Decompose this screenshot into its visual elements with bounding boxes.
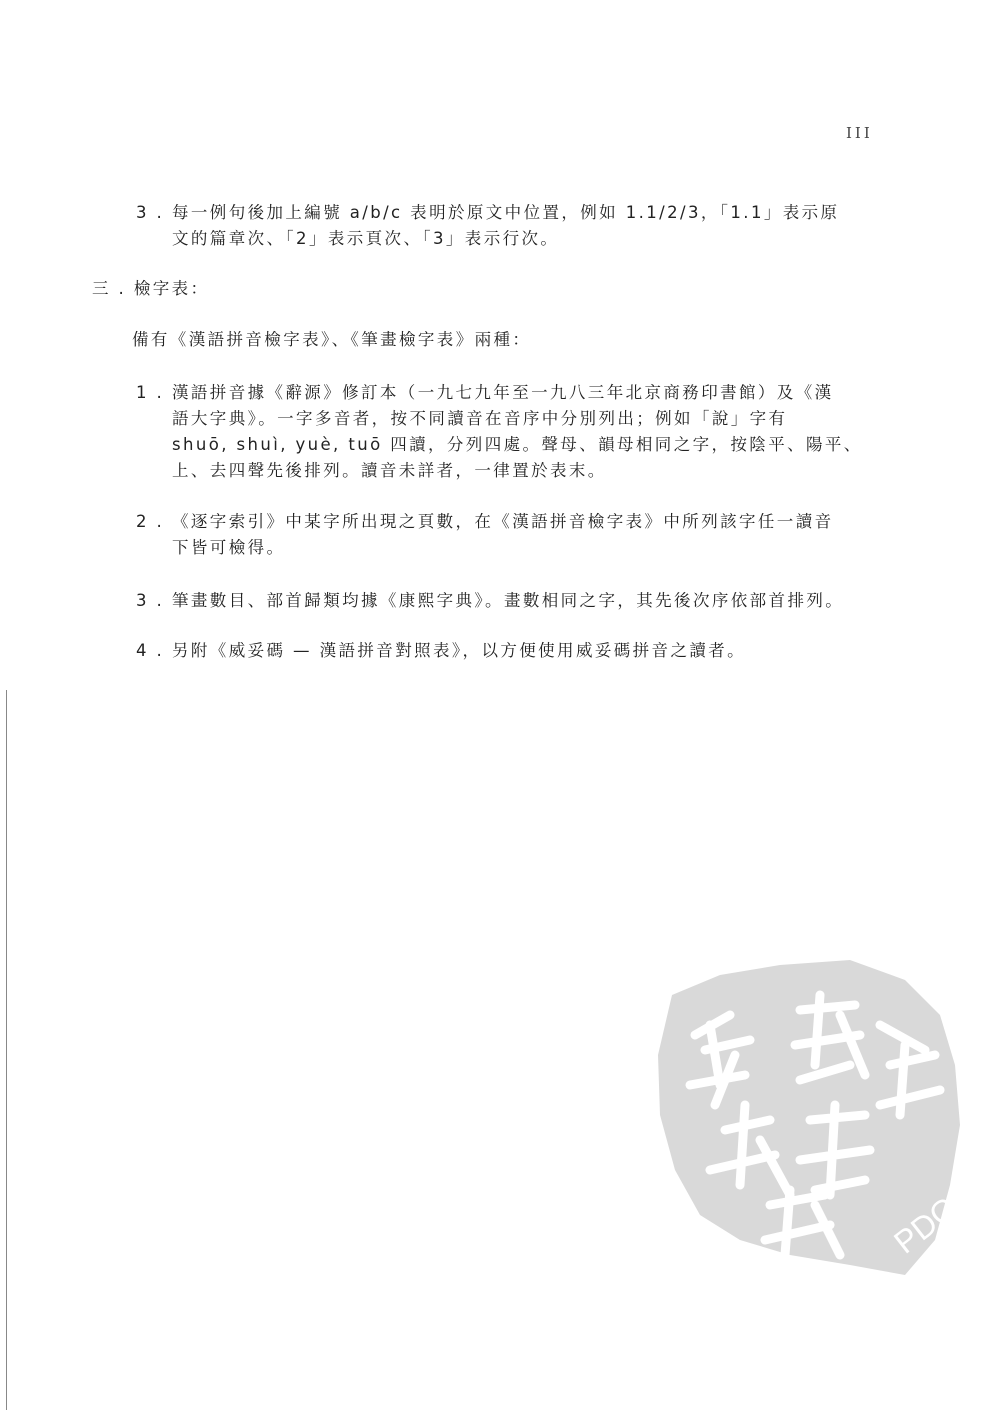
watermark-text: PDG <box>887 1189 964 1261</box>
item-text-line: 《逐字索引》中某字所出現之頁數，在《漢語拼音檢字表》中所列該字任一讀音 <box>172 512 834 531</box>
item-number: 3 . <box>136 203 165 222</box>
item-text-line: 下皆可檢得。 <box>172 538 286 557</box>
list-item-wade-giles <box>136 638 896 664</box>
item-text-line: 上、去四聲先後排列。讀音未詳者，一律置於表末。 <box>172 461 607 480</box>
seal-stamp-watermark <box>650 955 970 1280</box>
page-number: III <box>846 124 873 142</box>
item-number: 3 . <box>136 591 165 610</box>
list-item-pinyin <box>136 380 896 484</box>
item-text-line: 另附《威妥碼 — 漢語拼音對照表》，以方便使用威妥碼拼音之讀者。 <box>172 641 747 660</box>
item-text-line: 文的篇章次、「2」表示頁次、「3」表示行次。 <box>172 229 560 248</box>
section-intro: 備有《漢語拼音檢字表》、《筆畫檢字表》兩種： <box>132 330 532 349</box>
list-item-stroke-count <box>136 588 896 614</box>
page-edge-line <box>6 690 7 1410</box>
section-heading: 三 . 檢字表： <box>92 279 210 298</box>
item-text-line: 漢語拼音據《辭源》修訂本（一九七九年至一九八三年北京商務印書館）及《漢 <box>172 383 834 402</box>
item-3-example-numbering <box>136 200 896 252</box>
item-number: 2 . <box>136 512 165 531</box>
item-text-line: shuō, shuì, yuè, tuō 四讀，分列四處。聲母、韻母相同之字，按陰平、陽平、 <box>172 435 863 454</box>
item-number: 1 . <box>136 383 165 402</box>
item-text-line: 筆畫數目、部首歸類均據《康熙字典》。畫數相同之字，其先後次序依部首排列。 <box>172 591 845 610</box>
item-text-line: 語大字典》。一字多音者，按不同讀音在音序中分別列出；例如「說」字有 <box>172 409 788 428</box>
list-item-index-pages <box>136 509 896 561</box>
item-number: 4 . <box>136 641 165 660</box>
item-text-line: 每一例句後加上編號 a/b/c 表明於原文中位置，例如 1.1/2/3，「1.1」表示原 <box>172 203 840 222</box>
